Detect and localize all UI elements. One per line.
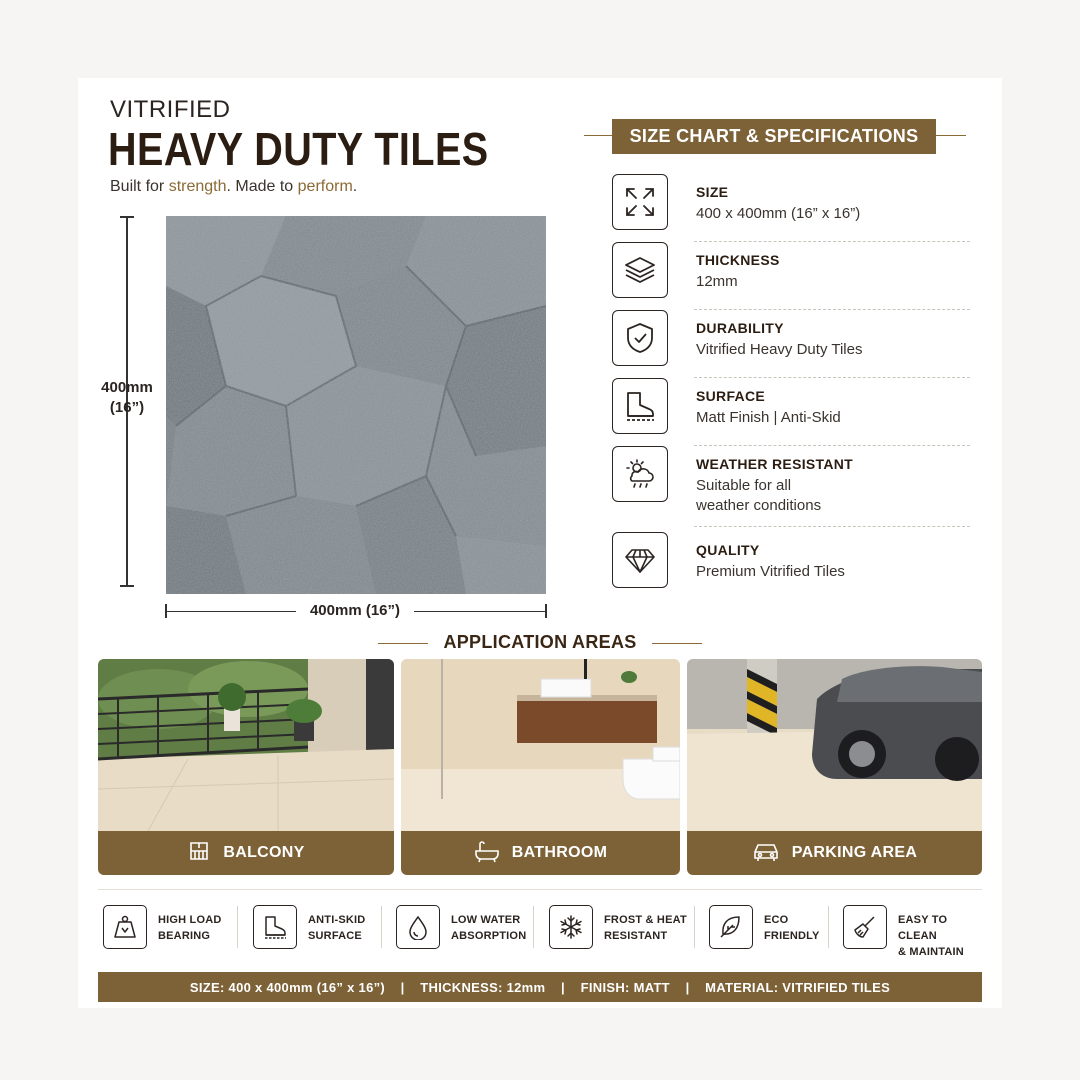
parking-photo: [687, 659, 982, 831]
diamond-icon: [612, 532, 668, 588]
area-label-bar: [687, 831, 982, 875]
spec-value: Premium Vitrified Tiles: [696, 563, 845, 580]
spec-row-weather: [612, 446, 970, 527]
shield-check-icon: [612, 310, 668, 366]
feature-line1: ANTI-SKID: [308, 914, 366, 926]
feature-high-load: [103, 905, 247, 951]
feature-line1: LOW WATER: [451, 914, 521, 926]
feature-line1: HIGH LOAD: [158, 914, 222, 926]
tagline-post: .: [352, 178, 358, 195]
spec-value: 400 x 400mm (16” x 16”): [696, 205, 861, 222]
layers-icon: [612, 242, 668, 298]
weight-icon: [103, 905, 147, 949]
feature-line2: SURFACE: [308, 930, 362, 942]
feature-text: [898, 912, 987, 960]
width-dimension-cap-left: [165, 604, 167, 618]
tagline-highlight-perform: perform: [297, 178, 353, 195]
feature-line1: FROST & HEAT: [604, 914, 687, 926]
features-rule: [98, 889, 982, 890]
spec-summary-bar: SIZE: 400 x 400mm (16” x 16”) | THICKNESS: 12mm | FINISH: MATT | MATERIAL: VITRIFIED TILES: [98, 972, 982, 1002]
feature-line2: ABSORPTION: [451, 930, 527, 942]
feature-easy-clean: [843, 905, 987, 958]
tagline-pre: Built for: [110, 178, 169, 195]
width-dimension-cap-right: [545, 604, 547, 618]
feature-anti-skid: [253, 905, 397, 951]
feature-line2: RESISTANT: [604, 930, 668, 942]
application-heading: APPLICATION AREAS: [443, 632, 637, 652]
feature-low-water: [396, 905, 540, 951]
width-dimension-label: 400mm (16”): [309, 602, 401, 619]
spec-value-line1: Suitable for all: [696, 477, 792, 494]
height-dimension-cap-top: [120, 216, 134, 218]
feature-line1: ECO: [764, 914, 789, 926]
area-label: PARKING AREA: [791, 844, 918, 861]
product-title: HEAVY DUTY TILES: [108, 123, 489, 175]
spec-row-durability: [612, 310, 970, 378]
feature-divider: [533, 906, 534, 948]
tile-sample-image: [166, 216, 546, 594]
spec-value: Matt Finish | Anti-Skid: [696, 409, 841, 426]
bathroom-photo: [401, 659, 680, 831]
sun-cloud-rain-icon: [612, 446, 668, 502]
feature-line2: BEARING: [158, 930, 211, 942]
spec-row-surface: [612, 378, 970, 446]
spec-label: THICKNESS: [696, 252, 780, 268]
balcony-photo: [98, 659, 394, 831]
tagline-mid: . Made to: [226, 178, 298, 195]
area-bathroom: [401, 659, 680, 875]
area-label-bar: [98, 831, 394, 875]
feature-line2: & MAINTAIN: [898, 946, 964, 958]
feature-line2: FRIENDLY: [764, 930, 820, 942]
spec-label: WEATHER RESISTANT: [696, 456, 854, 472]
water-drop-icon: [396, 905, 440, 949]
snowflake-icon: [549, 905, 593, 949]
balcony-icon: [187, 839, 211, 868]
feature-text: [308, 912, 365, 944]
leaf-icon: [709, 905, 753, 949]
feature-text: [451, 912, 526, 944]
spec-value: [696, 476, 966, 516]
spec-row-thickness: [612, 242, 970, 310]
height-dimension-label: [92, 378, 162, 418]
boot-icon: [253, 905, 297, 949]
area-label-bar: [401, 831, 680, 875]
eyebrow-text: VITRIFIED: [110, 96, 231, 123]
spec-label: SURFACE: [696, 388, 765, 404]
spec-value: Vitrified Heavy Duty Tiles: [696, 341, 863, 358]
area-label: BATHROOM: [511, 844, 608, 861]
feature-divider: [381, 906, 382, 948]
spec-value-line2: weather conditions: [696, 497, 822, 514]
area-balcony: [98, 659, 394, 875]
bathtub-icon: [474, 839, 500, 868]
boot-icon: [612, 378, 668, 434]
feature-line1: EASY TO CLEAN: [898, 914, 948, 942]
height-label-inch: (16”): [109, 399, 145, 416]
feature-text: [764, 912, 820, 944]
feature-divider: [828, 906, 829, 948]
feature-divider: [237, 906, 238, 948]
expand-arrows-icon: [612, 174, 668, 230]
feature-divider: [694, 906, 695, 948]
width-dimension-line-left: [166, 611, 296, 612]
feature-frost-heat: [549, 905, 693, 951]
width-dimension-line-right: [414, 611, 546, 612]
feature-text: [604, 912, 687, 944]
spec-label: DURABILITY: [696, 320, 784, 336]
feature-eco: [709, 905, 853, 951]
spec-value: 12mm: [696, 273, 738, 290]
height-label-mm: 400mm: [101, 379, 153, 396]
area-parking: [687, 659, 982, 875]
spec-row-size: [612, 174, 970, 242]
height-dimension-cap-bottom: [120, 585, 134, 587]
spec-label: SIZE: [696, 184, 729, 200]
car-icon: [752, 840, 780, 867]
tagline-highlight-strength: strength: [168, 178, 227, 195]
feature-text: [158, 912, 222, 944]
spec-label: QUALITY: [696, 542, 760, 558]
spec-heading: SIZE CHART & SPECIFICATIONS: [612, 119, 936, 154]
spec-separator: [694, 526, 970, 527]
area-label: BALCONY: [223, 844, 305, 861]
spec-row-quality: [612, 532, 970, 600]
tagline: [110, 178, 357, 196]
broom-icon: [843, 905, 887, 949]
